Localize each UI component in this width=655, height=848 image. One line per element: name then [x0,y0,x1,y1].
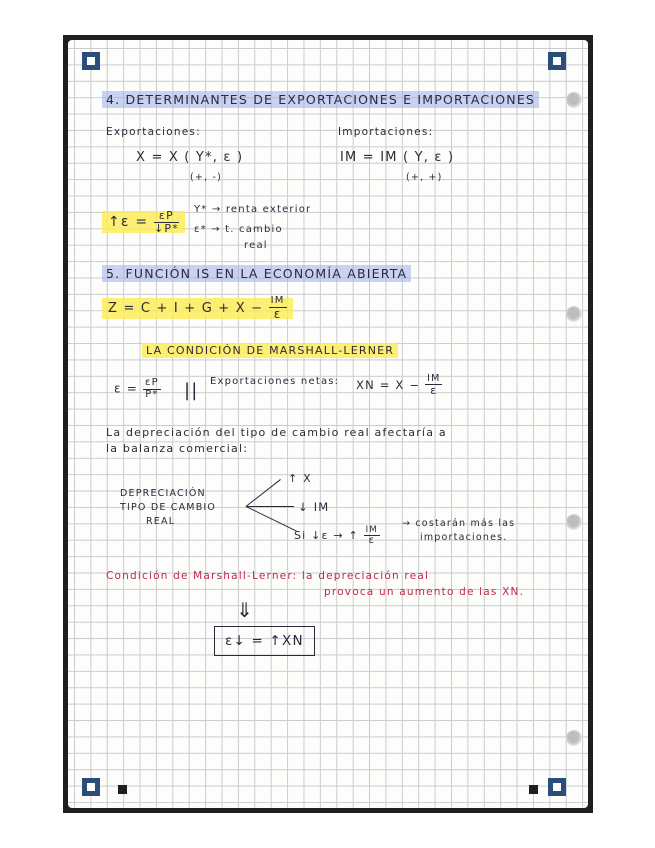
final-result-box: ε↓ = ↑XN [214,626,315,656]
note-exchange-rate: ε* → t. cambio [194,224,283,235]
imports-signs: (+, +) [406,172,443,183]
branch-si-numerator: IM [365,525,378,535]
depreciation-text-line-2: la balanza comercial: [106,442,249,455]
eps-denominator: P* [145,388,159,400]
imports-formula: IM = IM ( Y, ε ) [340,150,455,165]
z-denominator: ε [273,306,282,321]
branch-si-prefix: Si ↓ε → ↑ [294,529,359,543]
exports-formula: X = X ( Y*, ε ) [136,150,244,165]
branch-si-denominator: ε [368,534,376,546]
scan-marker-icon [529,785,538,794]
implies-arrow: ⇓ [236,598,254,622]
real-exchange-rate-formula [102,210,185,234]
branch-arrow-up [246,479,282,507]
depreciation-text-line-1: La depreciación del tipo de cambio real afectaría a [106,426,447,439]
branch-imports-down: ↓ IM [298,500,330,514]
xn-fraction [425,374,442,397]
z-numerator: IM [270,295,285,306]
z-formula-prefix: Z = C + I + G + X − [108,300,264,316]
epsilon-definition [114,378,161,400]
net-exports-label: Exportaciones netas: [210,376,340,387]
branch-note-line-2: importaciones. [420,532,508,543]
xn-numerator: IM [427,373,441,384]
notebook-page [68,40,588,808]
note-foreign-income: Y* → renta exterior [194,204,312,215]
epsilon-denominator: ↓P* [153,221,179,235]
xn-prefix: XN = X − [356,377,421,392]
branch-si-fraction [364,526,380,546]
exports-signs: (+, -) [190,172,223,183]
depreciation-label-line-1: DEPRECIACIÓN [120,488,206,499]
epsilon-fraction [154,210,179,234]
epsilon-numerator: εP [154,210,179,223]
branch-arrow-mid [246,506,294,507]
ml-condition-line-1: Condición de Marshall-Lerner: la depreciación real [106,570,430,582]
imports-label: Importaciones: [338,126,434,138]
corner-mark-icon [548,52,566,70]
ml-condition-line-2: provoca un aumento de las XN. [324,586,525,598]
punch-hole-icon [566,92,582,108]
parallel-mark: || [184,380,199,401]
punch-hole-icon [566,514,582,530]
note-exchange-rate-real: real [244,240,268,251]
eps-numerator: εP [144,377,159,388]
corner-mark-icon [82,778,100,796]
exports-label: Exportaciones: [106,126,201,138]
corner-mark-icon [82,52,100,70]
marshall-lerner-title-text: LA CONDICIÓN DE MARSHALL-LERNER [142,343,398,358]
eps-prefix: ε = [114,381,138,396]
scan-marker-icon [118,785,127,794]
punch-hole-icon [566,730,582,746]
branch-note-line-1: → costarán más las [402,518,516,529]
depreciation-label-line-2: TIPO DE CAMBIO [120,502,217,513]
z-fraction [269,296,287,320]
aggregate-demand-formula [102,296,293,320]
corner-mark-icon [548,778,566,796]
section-5-title-text: 5. FUNCIÓN IS EN LA ECONOMÍA ABIERTA [102,265,411,282]
section-4-title-text: 4. DETERMINANTES DE EXPORTACIONES E IMPORTACIONES [102,91,539,108]
branch-if-condition [294,526,380,546]
depreciation-label-line-3: REAL [146,516,176,527]
section-4-title [102,92,539,107]
branch-arrow-down [246,506,297,532]
epsilon-prefix: ↑ε = [108,214,149,231]
branch-exports-up: ↑ X [288,472,312,485]
punch-hole-icon [566,306,582,322]
xn-denominator: ε [430,383,438,397]
eps-fraction [143,378,161,400]
net-exports-formula [356,374,442,397]
marshall-lerner-title [142,344,398,357]
section-5-title [102,266,411,281]
